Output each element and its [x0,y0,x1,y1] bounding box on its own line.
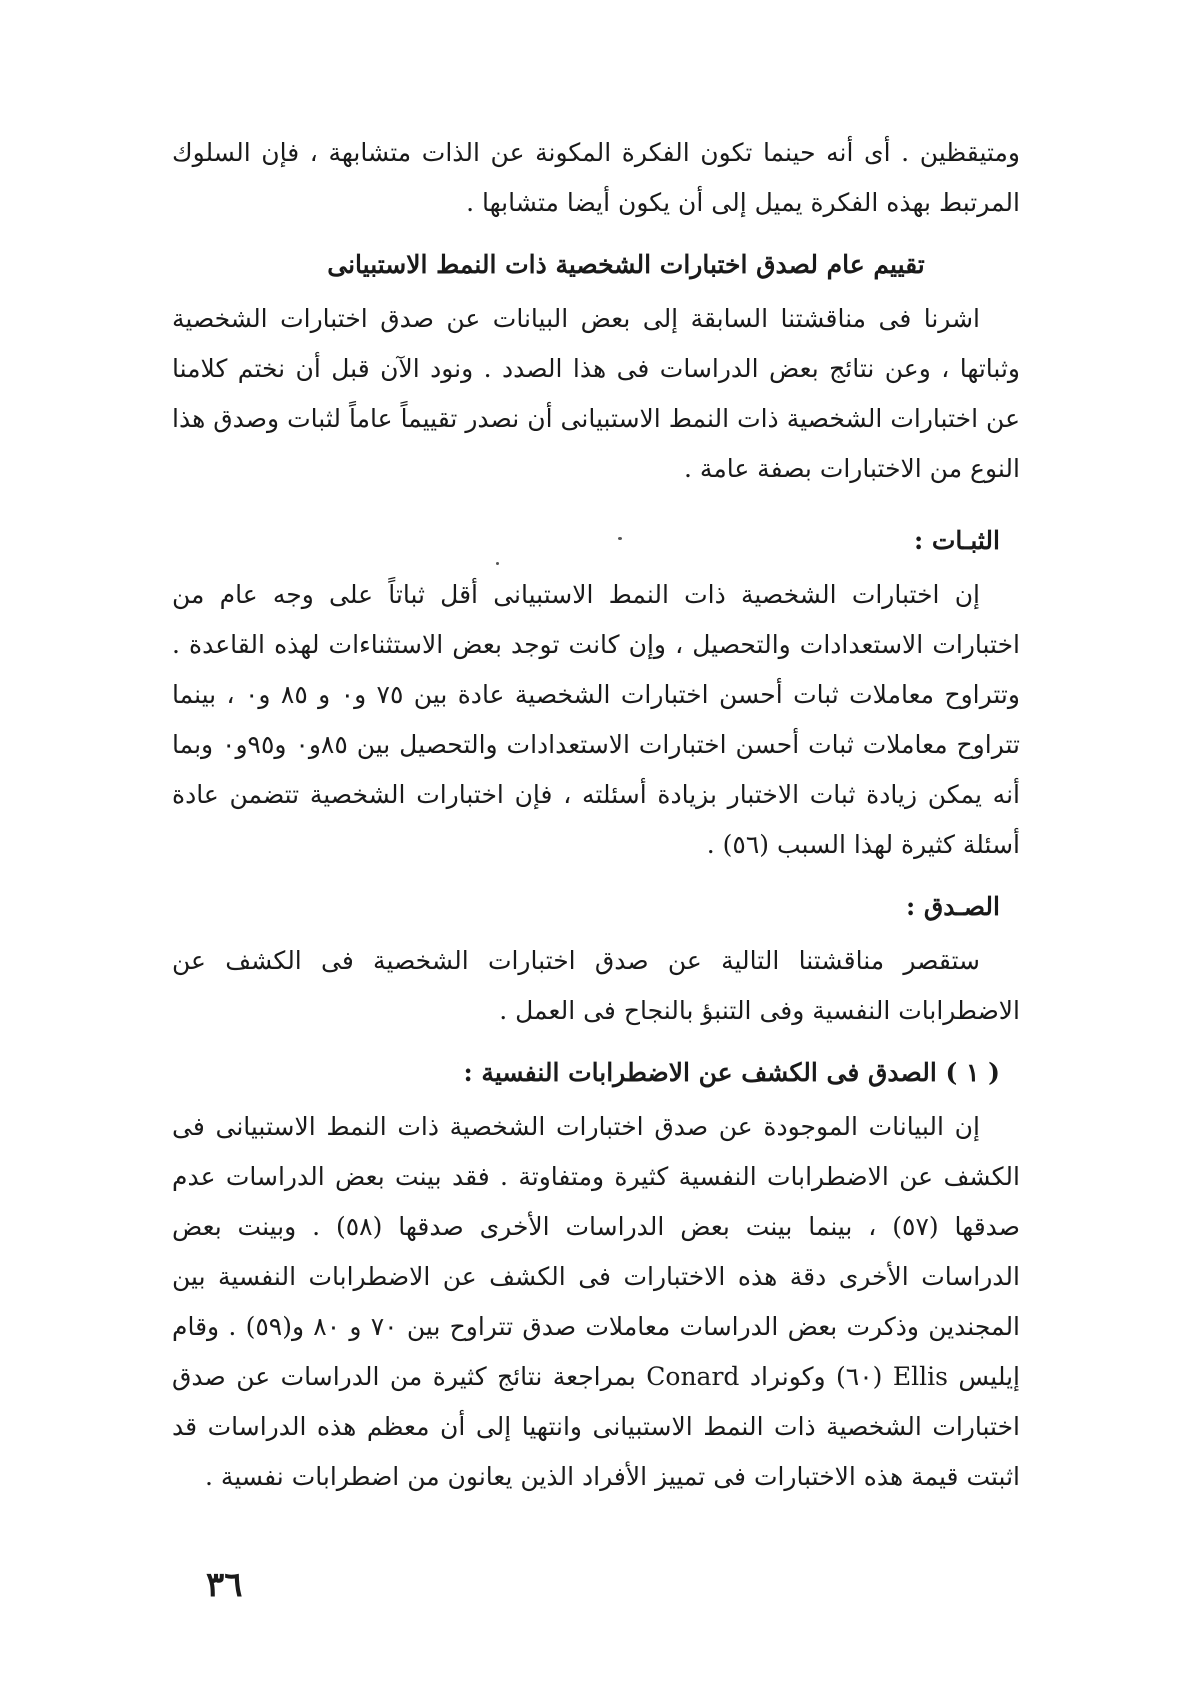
spacer [172,494,1020,504]
scan-speck [496,562,499,565]
validity-paragraph: ستقصر مناقشتنا التالية عن صدق اختبارات الشخصية فى الكشف عن الاضطرابات النفسية وفى التنبؤ بالنجاح فى العمل . [172,946,1020,1025]
reliability-paragraph: إن اختبارات الشخصية ذات النمط الاستبيانى أقل ثباتاً على وجه عام من اختبارات الاستعدادات والتحصيل ، وإن كانت توجد بعض الاستثناءات لهذه القاعدة . وتتراوح معاملات ثبات أحسن اختبارات الشخصية عادة بين ٧٥ و٠ و ٨٥ و٠ ، بينما تتراوح معاملات ثبات أحسن اختبارات الاستعدادات والتحصيل بين ٨٥و٠ و٩٥و٠ وبما أنه يمكن زيادة ثبات الاختبار بزيادة أسئلته ، فإن اختبارات الشخصية تتضمن عادة أسئلة كثيرة لهذا السبب (٥٦) . [172,580,1020,859]
section-title: تقييم عام لصدق اختبارات الشخصية ذات النمط الاستبيانى [327,250,925,279]
page-number: ٣٦ [206,1565,243,1605]
subsection-heading: ( ١ ) الصدق فى الكشف عن الاضطرابات النفسية : [463,1058,1000,1087]
section-paragraph: اشرنا فى مناقشتنا السابقة إلى بعض البيانات عن صدق اختبارات الشخصية وثباتها ، وعن نتائج بعض الدراسات فى هذا الصدد . ونود الآن قبل أن نختم كلامنا عن اختبارات الشخصية ذات النمط الاستبيانى أن نصدر تقييماً عاماً لثبات وصدق هذا النوع من الاختبارات بصفة عامة . [172,304,1020,483]
subsection-paragraph: إن البيانات الموجودة عن صدق اختبارات الشخصية ذات النمط الاستبيانى فى الكشف عن الاضطرابات النفسية كثيرة ومتفاوتة . فقد بينت بعض الدراسات عدم صدقها (٥٧) ، بينما بينت بعض الدراسات الأخرى صدقها (٥٨) . وبينت بعض الدراسات الأخرى دقة هذه الاختبارات فى الكشف عن الاضطرابات النفسية بين المجندين وذكرت بعض الدراسات معاملات صدق تتراوح بين ٧٠ و ٨٠ و(٥٩) . وقام إيليس Ellis (٦٠) وكونراد Conard بمراجعة نتائج كثيرة من الدراسات عن صدق اختبارات الشخصية ذات النمط الاستبيانى وانتهيا إلى أن معظم هذه الدراسات قد اثبتت قيمة هذه الاختبارات فى تمييز الأفراد الذين يعانون من اضطرابات نفسية . [172,1112,1021,1491]
intro-paragraph: ومتيقظين . أى أنه حينما تكون الفكرة المكونة عن الذات متشابهة ، فإن السلوك المرتبط بهذه الفكرة يميل إلى أن يكون أيضا متشابها . [172,138,1020,217]
validity-heading: الصـدق : [905,892,1000,921]
scan-speck [618,537,622,540]
reliability-heading: الثبـات : [913,526,1000,555]
